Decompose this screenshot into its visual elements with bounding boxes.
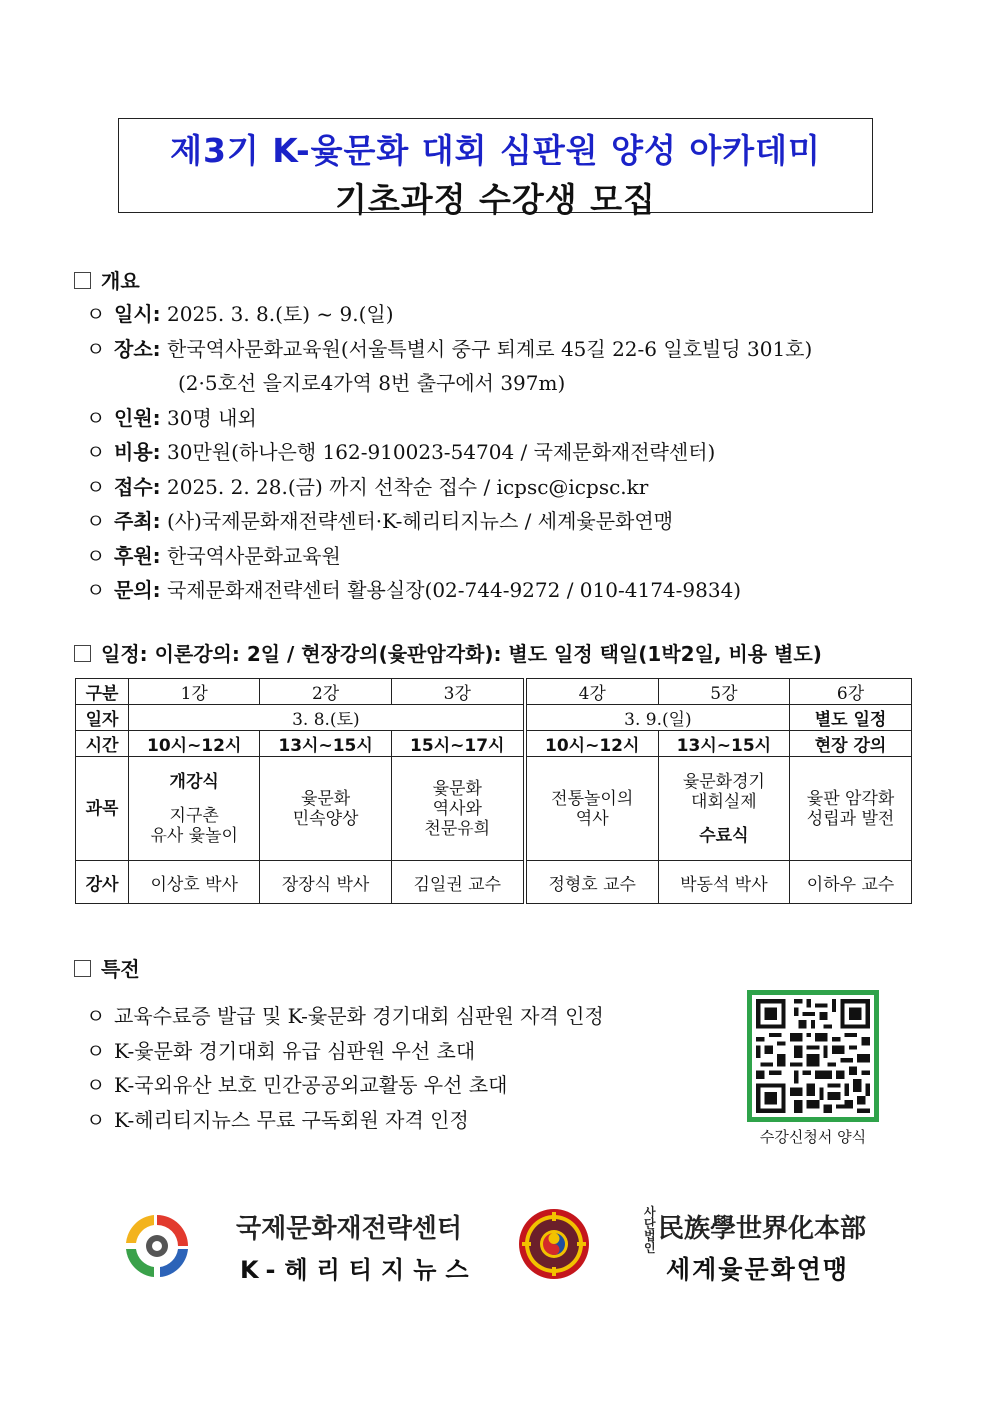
title-box	[118, 118, 873, 219]
table-cell: 윷문화경기 대회실제 수료식	[658, 757, 789, 861]
list-item: ㅇ 접수: 2025. 2. 28.(금) 까지 선착순 접수 / icpsc@icpsc.kr	[86, 474, 649, 499]
table-cell: 15시~17시	[391, 731, 524, 757]
table-cell: 윷판 암각화 성립과 발전	[790, 757, 912, 861]
benefits-heading: 특전	[74, 953, 140, 982]
row-label-time: 시간	[76, 731, 129, 757]
list-item: ㅇ 교육수료증 발급 및 K-윷문화 경기대회 심판원 자격 인정	[86, 1004, 604, 1028]
table-cell: 6강	[790, 679, 912, 705]
list-item: ㅇ 일시: 2025. 3. 8.(토) ~ 9.(일)	[86, 302, 394, 326]
table-cell: 3강	[391, 679, 524, 705]
table-row	[76, 705, 912, 731]
table-cell: 3. 9.(일)	[525, 705, 790, 731]
table-cell: 3. 8.(토)	[129, 705, 525, 731]
table-cell: 개강식 지구촌 유사 윷놀이	[129, 757, 260, 861]
qr-caption: 수강신청서 양식	[759, 1128, 867, 1146]
checkbox-square-icon	[74, 960, 91, 977]
table-row	[76, 679, 912, 705]
list-item: ㅇ 주최: (사)국제문화재전략센터·K-헤리티지뉴스 / 세계윷문화연맹	[86, 509, 674, 533]
table-cell: 이상호 박사	[129, 861, 260, 904]
table-cell: 장장식 박사	[260, 861, 391, 904]
list-item: ㅇ 인원: 30명 내외	[86, 405, 257, 430]
org-right-subname: 세계윷문화연맹	[666, 1255, 850, 1284]
checkbox-square-icon	[74, 272, 91, 289]
table-row	[76, 757, 912, 861]
list-item: ㅇ K-국외유산 보호 민간공공외교활동 우선 초대	[86, 1073, 508, 1097]
table-row	[76, 731, 912, 757]
qr-code-icon[interactable]	[747, 990, 879, 1122]
table-cell: 박동석 박사	[658, 861, 789, 904]
icpsc-logo-icon	[122, 1211, 192, 1285]
row-label-course: 구분	[76, 679, 129, 705]
table-cell: 윷문화 역사와 천문유희	[391, 757, 524, 861]
title-line1: 제3기 K-윷문화 대회 심판원 양성 아카데미	[170, 131, 821, 170]
row-label-subject: 과목	[76, 757, 129, 861]
table-cell: 10시~12시	[525, 731, 658, 757]
title-line2: 기초과정 수강생 모집	[335, 180, 656, 219]
table-cell: 4강	[525, 679, 658, 705]
emblem-icon	[517, 1207, 591, 1285]
table-cell: 윷문화 민속양상	[260, 757, 391, 861]
table-cell: 10시~12시	[129, 731, 260, 757]
table-cell: 13시~15시	[260, 731, 391, 757]
table-cell: 13시~15시	[658, 731, 789, 757]
list-item: ㅇ K-헤리티지뉴스 무료 구독회원 자격 인정	[86, 1107, 469, 1132]
table-cell: 1강	[129, 679, 260, 705]
overview-list	[86, 297, 906, 608]
list-item: ㅇ K-윷문화 경기대회 유급 심판원 우선 초대	[86, 1038, 476, 1063]
org-left-name: 국제문화재전략센터	[236, 1214, 463, 1244]
table-cell: 현장 강의	[790, 731, 912, 757]
list-item: ㅇ 비용: 30만원(하나은행 162-910023-54704 / 국제문화재전략센터)	[86, 440, 716, 464]
checkbox-square-icon	[74, 645, 91, 662]
row-label-instructor: 강사	[76, 861, 129, 904]
table-cell: 이하우 교수	[790, 861, 912, 904]
table-cell: 별도 일정	[790, 705, 912, 731]
org-right-name: 사단법인民族學世界化本部	[644, 1205, 867, 1255]
location-note: (2·5호선 을지로4가역 8번 출구에서 397m)	[178, 371, 566, 395]
benefits-list	[86, 999, 604, 1137]
list-item: ㅇ 문의: 국제문화재전략센터 활용실장(02-744-9272 / 010-4174-9834)	[86, 578, 742, 602]
org-left-subname: K-헤리티지뉴스	[240, 1256, 478, 1284]
table-row	[76, 861, 912, 904]
table-cell: 정형호 교수	[525, 861, 658, 904]
row-label-date: 일자	[76, 705, 129, 731]
overview-heading: 개요	[74, 265, 140, 294]
table-cell: 5강	[658, 679, 789, 705]
schedule-table	[75, 678, 912, 904]
schedule-heading: 일정: 이론강의: 2일 / 현장강의(윷판암각화): 별도 일정 택일(1박2일, 비용 별도)	[74, 638, 822, 667]
table-cell: 2강	[260, 679, 391, 705]
table-cell: 김일권 교수	[391, 861, 524, 904]
table-cell: 전통놀이의 역사	[525, 757, 658, 861]
list-item: ㅇ 장소: 한국역사문화교육원(서울특별시 중구 퇴계로 45길 22-6 일호빌딩 301호)	[86, 336, 813, 361]
list-item: ㅇ 후원: 한국역사문화교육원	[86, 543, 341, 568]
